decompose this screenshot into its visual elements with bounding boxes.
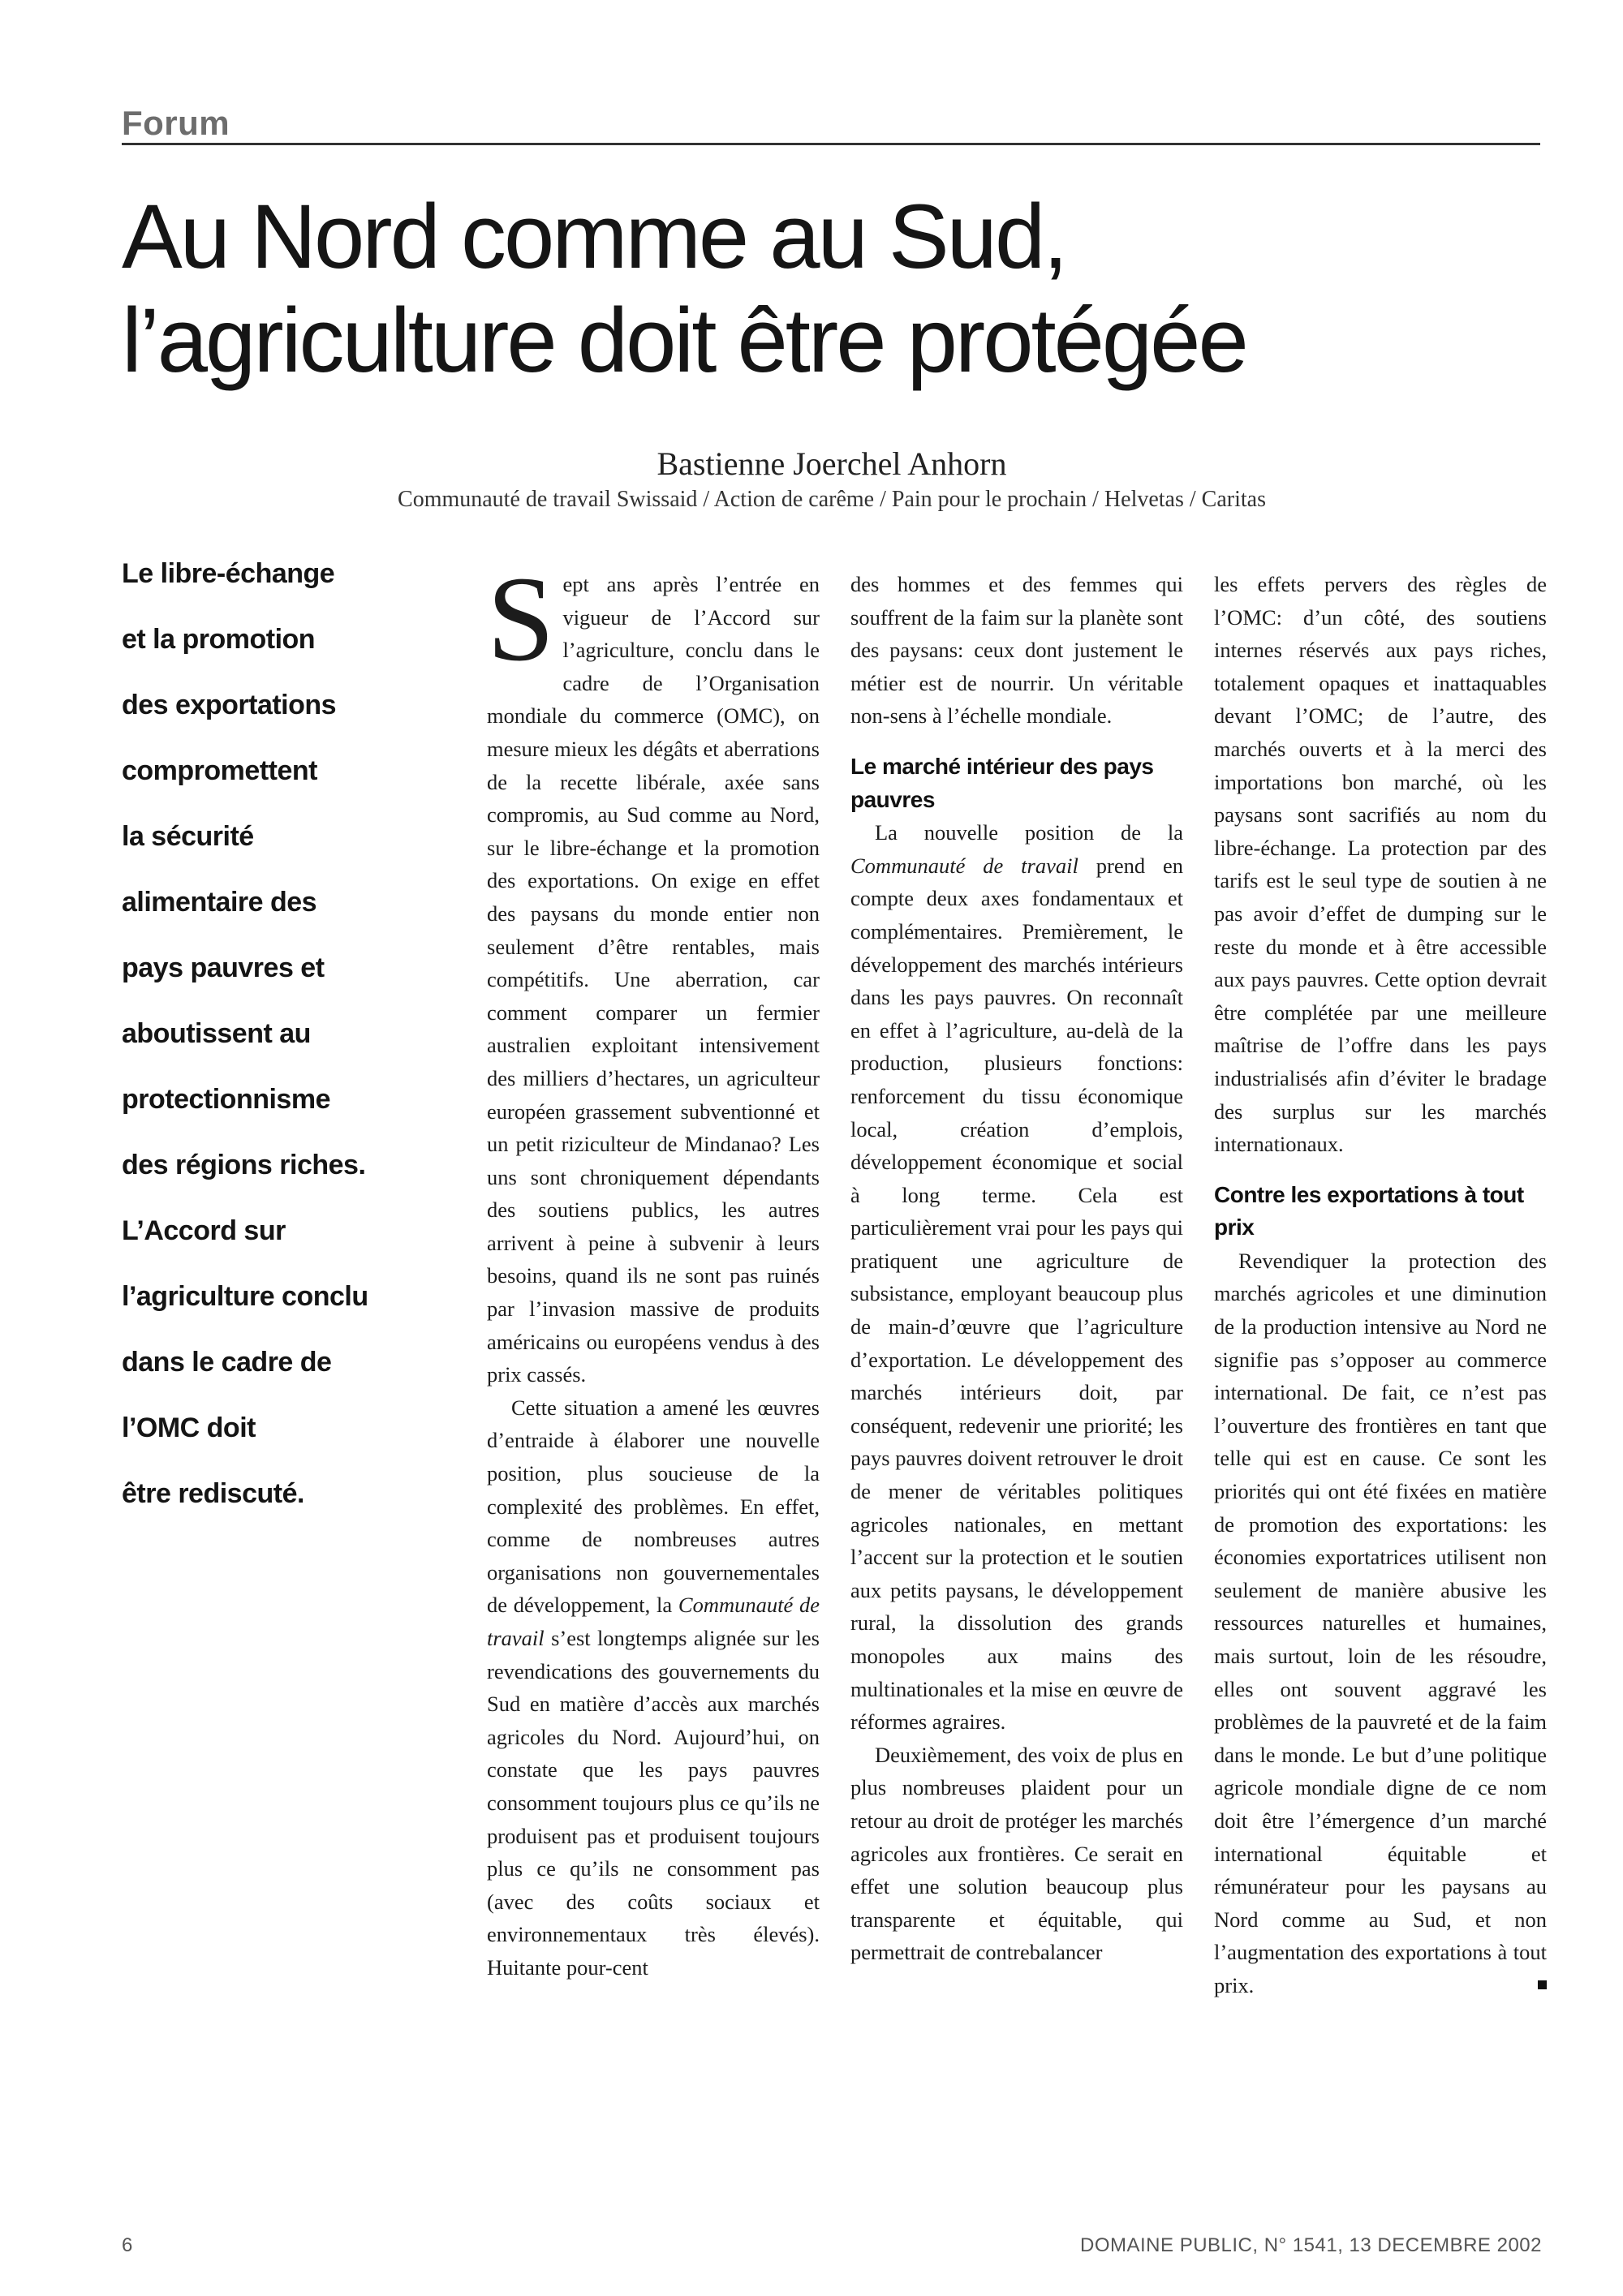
article-column-2 <box>850 568 1183 1969</box>
subheading-exports: Contre les exportations à tout prix <box>1214 1181 1524 1240</box>
paragraph-text: Cette situation a amené les œuvres d’entraide à élaborer une nouvelle position, plus soucieuse de la complexité des problèmes. En effet, comme de nombreuses autres organisations non gouvernementales de développement, la <box>487 1395 820 1618</box>
organization-name: Communauté de travail <box>850 853 1078 878</box>
paragraph-text: La nouvelle position de la <box>875 820 1183 845</box>
pull-quote-line: pays pauvres et <box>122 952 325 983</box>
paragraph-text: s’est longtemps alignée sur les revendications des gouvernements du Sud en matière d’accès aux marchés agricoles du Nord. Aujourd’hui, on constate que les pays pauvres consomment toujours plus ce qu’ils ne produisent pas et produisent toujours plus ce qu’ils ne consomment pas (avec des coûts sociaux et environnementaux très élevés). Huitante pour-cent <box>487 1626 820 1980</box>
journal-issue-info: DOMAINE PUBLIC, N° 1541, 13 DECEMBRE 2002 <box>1080 2234 1542 2256</box>
paragraph: les effets pervers des règles de l’OMC: d’un côté, des soutiens internes réservés aux pays riches, totalement opaques et inattaquables devant l’OMC; de l’autre, des marchés ouverts et à la merci des importations bon marché, où les paysans sont sacrifiés au nom du libre-échange. La protection par des tarifs est le seul type de soutien à ne pas avoir d’effet de dumping sur le reste du monde et à être accessible aux pays pauvres. Cette option devrait être complétée par une meilleure maîtrise de l’offre dans les pays industrialisés afin d’éviter le bradage des surplus sur les marchés internationaux. <box>1214 572 1547 1157</box>
rubric-divider <box>122 143 1540 145</box>
pull-quote-line: être rediscuté. <box>122 1478 304 1509</box>
paragraph-intro <box>487 552 820 1391</box>
pull-quote-line: dans le cadre de <box>122 1347 332 1378</box>
pull-quote-line: L’Accord sur <box>122 1215 286 1246</box>
pull-quote-line: aboutissent au <box>122 1018 311 1049</box>
article-title <box>122 185 1542 393</box>
article-column-1 <box>487 552 820 1984</box>
pull-quote-line: l’OMC doit <box>122 1412 256 1443</box>
paragraph <box>487 1391 820 1984</box>
organization-name: Communauté de travail <box>487 1593 820 1650</box>
pull-quote-line: l’agriculture conclu <box>122 1281 368 1312</box>
paragraph-text: prend en compte deux axes fondamentaux et complémentaires. Premièrement, le développement des marchés intérieurs dans les pays pauvres. On reconnaît en effet à l’agriculture, au-delà de la production, plusieurs fonctions: renforcement du tissu économique local, création d’emplois, développement économique et social à long terme. Cela est particulièrement vrai pour les pays qui pratiquent une agriculture de subsistance, employant beaucoup plus de main-d’œuvre que l’agriculture d’exportation. Le développement des marchés intérieurs doit, par conséquent, redevenir une priorité; les pays pauvres doivent retrouver le droit de mener de véritables politiques agricoles nationales, en mettant l’accent sur la protection et le soutien aux petits paysans, le développement rural, la dissolution des grands monopoles aux mains des multinationales et la mise en œuvre de réformes agraires. <box>850 853 1183 1735</box>
pull-quote-line: Le libre-échange <box>122 558 335 589</box>
pull-quote-line: compromettent <box>122 755 317 786</box>
paragraph-final <box>1214 1245 1547 2002</box>
page-number: 6 <box>122 2234 133 2256</box>
pull-quote-line: des régions riches. <box>122 1150 366 1180</box>
pull-quote-line: la sécurité <box>122 821 254 852</box>
pull-quote-line: protectionnisme <box>122 1084 330 1115</box>
title-line-1: Au Nord comme au Sud, <box>122 186 1066 287</box>
paragraph-text: ept ans après l’entrée en vigueur de l’Accord sur l’agriculture, conclu dans le cadre de l’Organisation mondiale du commerce (OMC), on mesure mieux les dégâts et aberrations de la recette libérale, axée sans compromis, au Sud comme au Nord, sur le libre-échange et la promotion des exportations. On exige en effet des paysans du monde entier non seulement d’être rentables, mais compétitifs. Une aberration, car comment comparer un fermier australien exploitant intensivement des milliers d’hectares, un agriculteur européen grassement subventionné et un petit riziculteur de Mindanao? Les uns sont chroniquement dépendants des soutiens publics, les autres arrivent à peine à subvenir à leurs besoins, quand ils ne sont pas ruinés par l’invasion massive de produits américains ou européens vendus à des prix cassés. <box>487 572 820 1387</box>
pull-quote-line: et la promotion <box>122 624 316 655</box>
end-of-article-mark <box>1538 1980 1547 1989</box>
pull-quote-sidebar <box>122 558 446 1544</box>
paragraph <box>850 816 1183 1739</box>
paragraph: des hommes et des femmes qui souffrent de la faim sur la planète sont des paysans: ceux dont justement le métier est de nourrir. Un véritable non-sens à l’échelle mondiale. <box>850 572 1183 729</box>
paragraph-text: Revendiquer la protection des marchés agricoles et une diminution de la production intensive au Nord ne signifie pas s’opposer au commerce international. De fait, ce n’est pas l’ouverture des frontières en tant que telle qui est en cause. Ce sont les priorités qui ont été fixées en matière de promotion des exportations: les économies exportatrices utilisent non seulement de manière abusive les ressources naturelles et humaines, mais surtout, loin de les résoudre, elles ont souvent aggravé les problèmes de la pauvreté et de la faim dans le monde. Le but d’une politique agricole mondiale digne de ce nom doit être l’émergence d’un marché international équitable et rémunérateur pour les paysans au Nord comme au Sud, et non l’augmentation des exportations à tout prix. <box>1214 1248 1547 1997</box>
pull-quote-line: des exportations <box>122 690 337 720</box>
title-line-2: l’agriculture doit être protégée <box>122 290 1246 391</box>
pull-quote-line: alimentaire des <box>122 887 317 918</box>
author-name: Bastienne Joerchel Anhorn <box>657 445 1007 482</box>
subheading-internal-market: Le marché intérieur des pays pauvres <box>850 753 1154 812</box>
section-rubric: Forum <box>122 104 230 142</box>
paragraph: Deuxièmement, des voix de plus en plus nombreuses plaident pour un retour au droit de protéger les marchés agricoles aux frontières. Ce serait en effet une solution beaucoup plus transparente et équitable, qui permettrait de contrebalancer <box>850 1742 1183 1965</box>
author-affiliation: Communauté de travail Swissaid / Action de carême / Pain pour le prochain / Helvetas / Caritas <box>398 487 1266 512</box>
article-column-3 <box>1214 568 1547 2002</box>
drop-cap: S <box>487 552 555 686</box>
